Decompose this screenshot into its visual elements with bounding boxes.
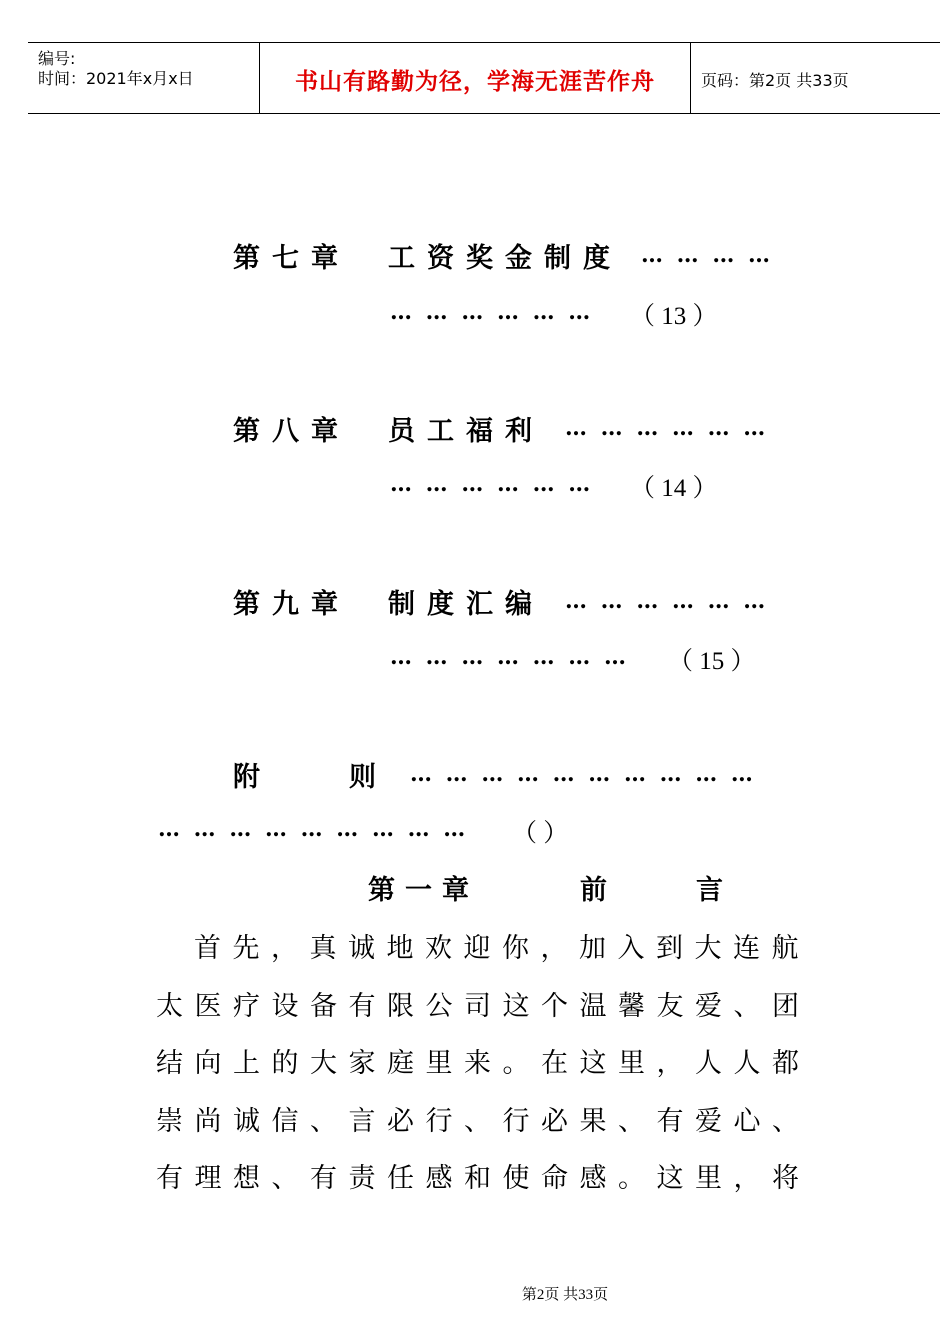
toc-chapter-title: 员工福利 <box>388 416 544 447</box>
toc-leader-dots: … … … … … … … … … … <box>410 761 756 787</box>
document-number-label: 编号: <box>38 49 76 68</box>
toc-page-number: （ 15 ） <box>668 648 756 675</box>
toc-chapter-label: 第九章 <box>233 589 350 620</box>
toc-page-number: （ 13 ） <box>630 303 718 330</box>
section-chapter-label: 第一章 <box>368 875 479 906</box>
toc-chapter-label: 第七章 <box>233 243 350 274</box>
toc-chapter-title: 制度汇编 <box>388 589 544 620</box>
body-line-4: 崇尚诚信、言必行、行必果、有爱心、 <box>156 1106 811 1137</box>
header-meta-cell <box>28 43 260 113</box>
toc-chapter-title: 工资奖金制度 <box>388 243 622 274</box>
section-title-a: 前 <box>580 875 607 906</box>
section-title-b: 言 <box>696 875 723 906</box>
toc-leader-dots: … … … … … … … … … <box>158 816 469 842</box>
body-line-1: 首先，真诚地欢迎你，加入到大连航 <box>194 933 810 964</box>
header-page-cell <box>691 43 940 113</box>
toc-chapter-label: 第八章 <box>233 416 350 447</box>
toc-leader-dots: … … … … … … <box>565 415 769 441</box>
toc-page-number: （ 14 ） <box>630 475 718 502</box>
toc-leader-dots: … … … … … … <box>390 471 594 497</box>
toc-leader-dots: … … … … <box>641 242 773 268</box>
body-line-3: 结向上的大家庭里来。在这里，人人都 <box>156 1048 811 1079</box>
page-footer: 第2页 共33页 <box>521 1287 609 1303</box>
page-header <box>28 42 940 114</box>
toc-leader-dots: … … … … … … <box>390 299 594 325</box>
header-motto: 书山有路勤为径，学海无涯苦作舟 <box>295 69 655 95</box>
toc-leader-dots: … … … … … … <box>565 588 769 614</box>
document-date-label: 时间：2021年x月x日 <box>38 69 194 88</box>
body-line-5: 有理想、有责任感和使命感。这里，将 <box>156 1163 811 1194</box>
toc-page-number: （ ） <box>512 820 569 847</box>
toc-appendix-label-a: 附 <box>233 762 272 793</box>
toc-leader-dots: … … … … … … … <box>390 644 629 670</box>
header-motto-cell <box>260 43 691 113</box>
header-page-info: 页码：第2页 共33页 <box>701 71 849 90</box>
body-line-2: 太医疗设备有限公司这个温馨友爱、团 <box>156 991 811 1022</box>
toc-appendix-label-b: 则 <box>349 762 388 793</box>
